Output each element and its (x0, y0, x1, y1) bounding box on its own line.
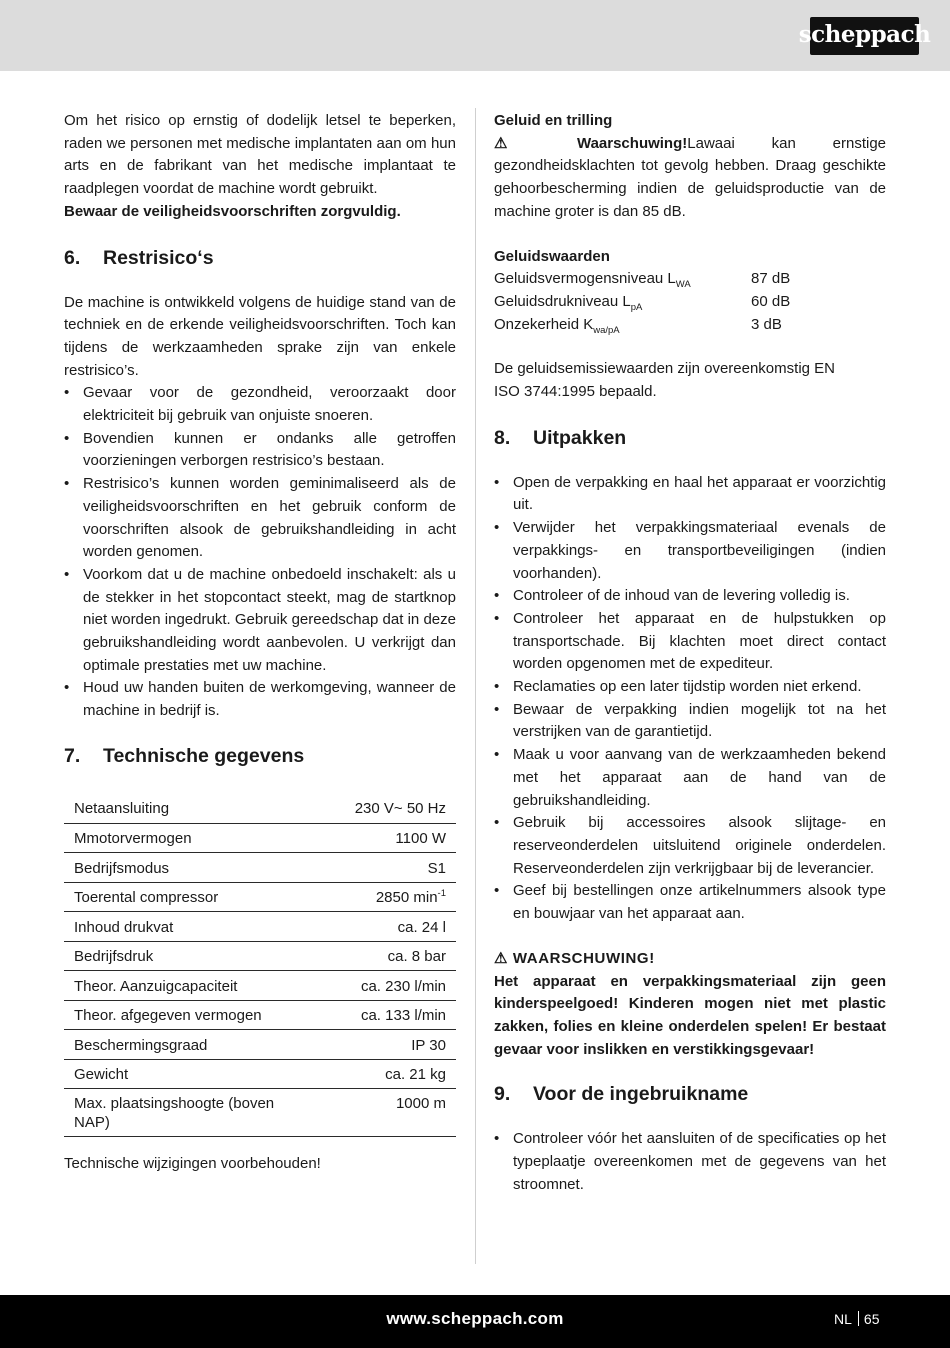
section-title: Restrisico‘s (103, 246, 214, 269)
sound-label: Onzekerheid K (494, 315, 594, 333)
spec-value: 1000 m (294, 1089, 456, 1137)
section-title: Technische gegevens (103, 744, 305, 767)
section-7-heading (64, 744, 456, 768)
technical-changes-note: Technische wijzigingen voorbehouden! (64, 1155, 321, 1173)
table-row (64, 1030, 456, 1060)
table-row (64, 882, 456, 912)
page-indicator (834, 1311, 879, 1327)
sound-label-cell (494, 314, 751, 337)
section-number: 7. (64, 744, 81, 767)
spec-label: Bedrijfsmodus (64, 853, 294, 883)
column-divider (475, 108, 476, 1264)
list-item: • Controleer vóór het aansluiten of de specificaties op het typeplaatje overeenkomen met de gegevens van het stroomnet. (494, 1128, 886, 1196)
list-item: • Controleer of de inhoud van de levering volledig is. (494, 585, 886, 608)
table-row (64, 1059, 456, 1089)
child-warning-text: Het apparaat en verpakkingsmateriaal zijn geen kinderspeelgoed! Kinderen mogen niet met plastic zakken, folies en kleine onderdelen spelen! Er bestaat gevaar voor inslikken en verstikkingsgevaar! (494, 972, 886, 1058)
sound-values-title: Geluidswaarden (494, 247, 610, 265)
list-item: • Bovendien kunnen er ondanks alle getroffen voorzieningen verborgen restrisico’s bestaan. (64, 428, 456, 473)
noise-vibration-title: Geluid en trilling (494, 112, 613, 129)
residual-risk-list (64, 382, 456, 723)
sound-value-row (494, 314, 886, 337)
sound-value: 60 dB (751, 292, 791, 310)
list-item: • Maak u voor aanvang van de werkzaamheden bekend met het apparaat aan de hand van de gebruikshandleiding. (494, 744, 886, 812)
section-8-heading (494, 426, 886, 450)
spec-value: ca. 21 kg (294, 1059, 456, 1089)
unpacking-list (494, 472, 886, 926)
sound-value: 87 dB (751, 270, 791, 288)
table-row (64, 941, 456, 971)
section-title: Uitpakken (533, 426, 627, 449)
list-item: • Reclamaties op een later tijdstip worden niet erkend. (494, 676, 886, 699)
spec-label: Mmotorvermogen (64, 823, 294, 853)
list-item: • Houd uw handen buiten de werkomgeving, wanneer de machine in bedrijf is. (64, 677, 456, 722)
spec-value: ca. 8 bar (294, 941, 456, 971)
section-title: Voor de ingebruikname (533, 1083, 749, 1106)
language-code: NL (834, 1311, 852, 1327)
list-item: • Controleer het apparaat en de hulpstukken op transportschade. Bij klachten moet direct contact worden opgenomen met de expediteur. (494, 608, 886, 676)
spec-value: 2850 min (375, 889, 438, 907)
spec-label: Inhoud drukvat (64, 912, 294, 942)
sound-label-subscript: pA (630, 301, 643, 313)
sound-value-row (494, 268, 886, 291)
spec-label: Max. plaatsingshoogte (boven NAP) (64, 1089, 294, 1137)
table-row (64, 1089, 456, 1137)
sound-label-cell (494, 268, 751, 291)
sound-value: 3 dB (751, 315, 782, 333)
list-item: • Open de verpakking en haal het apparaat er voorzichtig uit. (494, 472, 886, 517)
spec-value-cell (294, 882, 456, 912)
spec-label: Theor. Aanzuigcapaciteit (64, 971, 294, 1001)
table-row (64, 853, 456, 883)
warning-label: Waarschuwing! (576, 134, 688, 152)
sound-label-subscript: wa/pA (593, 324, 620, 336)
list-item: • Voorkom dat u de machine onbedoeld inschakelt: als u de stekker in het stopcontact steekt, mag de startknop niet worden ingedrukt. Gebruik gereedschap dat in deze gebruikshandleiding wordt aanbevolen. U verkrijgt dan optimale prestaties met uw machine. (64, 564, 456, 678)
spec-value: 1100 W (294, 823, 456, 853)
spec-value: S1 (294, 853, 456, 883)
footer-bar (0, 1295, 950, 1348)
section-6-heading (64, 246, 456, 270)
page-number: 65 (863, 1311, 880, 1327)
sound-value-row (494, 291, 886, 314)
implant-advice: Om het risico op ernstig of dodelijk letsel te beperken, raden we personen met medische implantaten aan om hun arts en de fabrikant van het medische implantaat te raadplegen voordat de machine wordt gebruikt. (64, 112, 456, 198)
right-column (494, 110, 886, 1196)
sound-label: Geluidsdrukniveau L (494, 292, 631, 310)
table-row (64, 794, 456, 824)
residual-risk-intro: De machine is ontwikkeld volgens de huidige stand van de techniek en de erkende veiligheidsvoorschriften. Toch kan tijdens de werkzaamheden sprake zijn van enkele restrisico’s. (64, 293, 456, 379)
child-warning-title (494, 948, 886, 971)
section-9-heading (494, 1082, 886, 1106)
spec-label: Theor. afgegeven vermogen (64, 1000, 294, 1030)
list-item: • Bewaar de verpakking indien mogelijk tot na het verstrijken van de garantietijd. (494, 699, 886, 744)
warning-icon: ⚠ (494, 949, 509, 967)
page-separator (858, 1311, 859, 1326)
spec-value: IP 30 (294, 1030, 456, 1060)
keep-safety-instructions: Bewaar de veiligheidsvoorschriften zorgvuldig. (64, 202, 401, 220)
table-row (64, 912, 456, 942)
list-item: • Verwijder het verpakkingsmateriaal evenals de verpakkings- en transportbeveiligingen (indien voorhanden). (494, 517, 886, 585)
commissioning-list (494, 1128, 886, 1196)
spec-value: ca. 230 l/min (294, 971, 456, 1001)
noise-warning (494, 133, 886, 224)
warning-text: Lawaai kan ernstige gezondheidsklachten tot gevolg hebben. Draag geschikte gehoorbescherming indien de geluidsproductie van de machine groter is dan 85 dB. (494, 134, 887, 220)
warning-icon: ⚠ (494, 134, 541, 152)
left-column (64, 110, 456, 1176)
spec-label: Beschermingsgraad (64, 1030, 294, 1060)
sound-label-subscript: WA (675, 279, 691, 291)
website-link[interactable]: www.scheppach.com (386, 1309, 564, 1328)
sound-label-cell (494, 291, 751, 314)
table-row (64, 971, 456, 1001)
section-number: 9. (494, 1083, 511, 1106)
section-number: 8. (494, 426, 511, 449)
spec-value: ca. 24 l (294, 912, 456, 942)
section-number: 6. (64, 246, 81, 269)
spec-value: ca. 133 l/min (294, 1000, 456, 1030)
spec-value-exponent: -1 (437, 888, 446, 900)
spec-label: Bedrijfsdruk (64, 941, 294, 971)
technical-data-table (64, 794, 456, 1138)
warning-title: WAARSCHUWING! (512, 949, 655, 967)
list-item: • Gebruik bij accessoires alsook slijtage- en reserveonderdelen uitsluitend originele onderdelen. Reserveonderdelen zijn verkrijgbaar bij de leverancier. (494, 812, 886, 880)
list-item: • Geef bij bestellingen onze artikelnummers alsook type en bouwjaar van het apparaat aan. (494, 880, 886, 925)
spec-value: 230 V~ 50 Hz (294, 794, 456, 824)
list-item: • Restrisico’s kunnen worden geminimaliseerd als de veiligheidsvoorschriften en het gebruik conform de voorschriften alsook de gebruikshandleiding in acht worden genomen. (64, 473, 456, 564)
table-row (64, 1000, 456, 1030)
sound-label: Geluidsvermogensniveau L (494, 270, 676, 288)
spec-label: Toerental compressor (64, 882, 294, 912)
scheppach-logo: scheppach (810, 17, 919, 55)
table-row (64, 823, 456, 853)
sound-emission-note: De geluidsemissiewaarden zijn overeenkomstig EN ISO 3744:1995 bepaald. (494, 360, 835, 401)
spec-label: Gewicht (64, 1059, 294, 1089)
list-item: • Gevaar voor de gezondheid, veroorzaakt door elektriciteit bij gebruik van onjuiste snoeren. (64, 382, 456, 427)
spec-label: Netaansluiting (64, 794, 294, 824)
